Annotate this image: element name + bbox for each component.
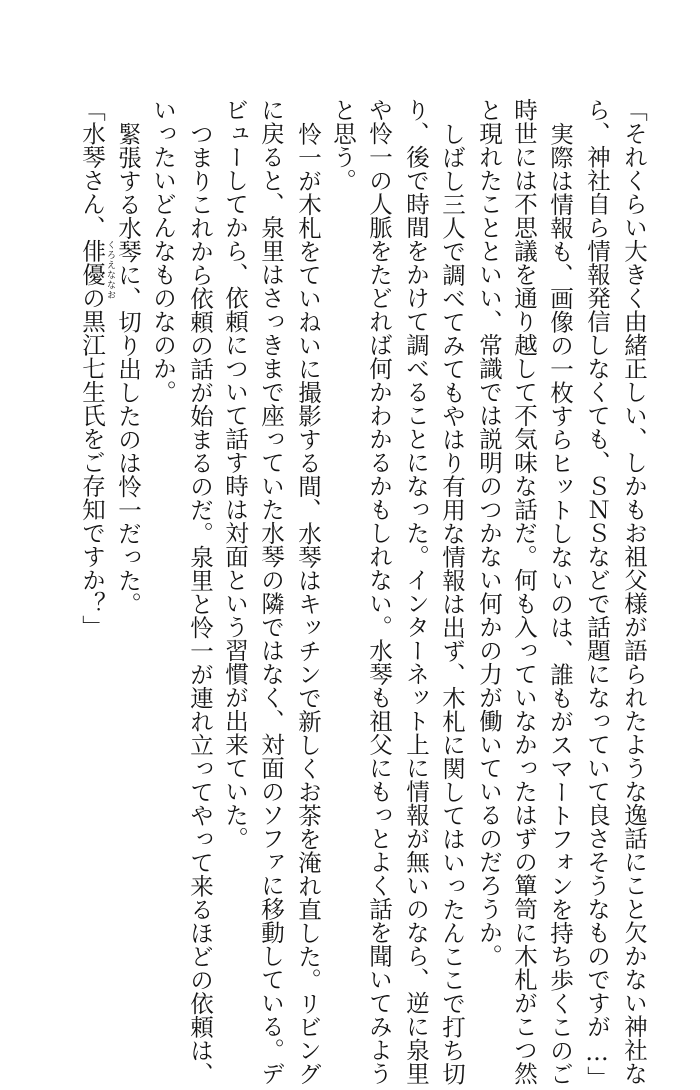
text-line: 怜一が木札をていねいに撮影する間、水琴はキッチンで新しくお茶を淹れ直した。リビング [294, 122, 322, 1086]
text-line: しばし三人で調べてみてもやはり有用な情報は出ず、木札に関してはいったんここで打ち切 [438, 122, 466, 1086]
text-line: つまりこれから依頼の話が始まるのだ。泉里と怜一が連れ立ってやって来るほどの依頼は、 [186, 122, 214, 1086]
text-line: に戻ると、泉里はさっきまで座っていた水琴の隣ではなく、対面のソファに移動している。デ [257, 98, 285, 1085]
text-line: と思う。 [329, 98, 357, 192]
text-line: 「水琴さん、俳優の黒江七生氏をご存知ですか？」 [78, 98, 106, 639]
text-line: いったいどんなものなのか。 [149, 98, 177, 404]
ruby-reading: くろえななお [105, 240, 115, 300]
text-line: ビューしてから、依頼について話す時は対面という習慣が出来ていた。 [221, 98, 249, 850]
text-line: 緊張する水琴に、切り出したのは怜一だった。 [114, 122, 142, 616]
text-line: や怜一の人脈をたどれば何かわかるかもしれない。水琴も祖父にもっとよく話を聞いてみよう [365, 98, 393, 1085]
text-line: 「それくらい大きく由緒正しい、しかもお祖父様が語られたような逸話にこと欠かない神社な [620, 98, 648, 1085]
text-line: 時世には不思議を通り越して不気味な話だ。何も入っていなかったはずの簞笥に木札がこつ然 [510, 98, 538, 1085]
text-line: 実際は情報も、画像の一枚すらヒットしないのは、誰もがスマートフォンを持ち歩くこのご [546, 122, 574, 1086]
text-line: と現れたことといい、常識では説明のつかない何かの力が働いているのだろうか。 [475, 98, 503, 968]
text-line: り、後で時間をかけて調べることになった。インターネット上に情報が無いのなら、逆に泉里 [402, 98, 430, 1085]
text-line: ら、神社自ら情報発信しなくても、ＳＮＳなどで話題になっていて良さそうなものですが…」 [583, 98, 611, 1090]
